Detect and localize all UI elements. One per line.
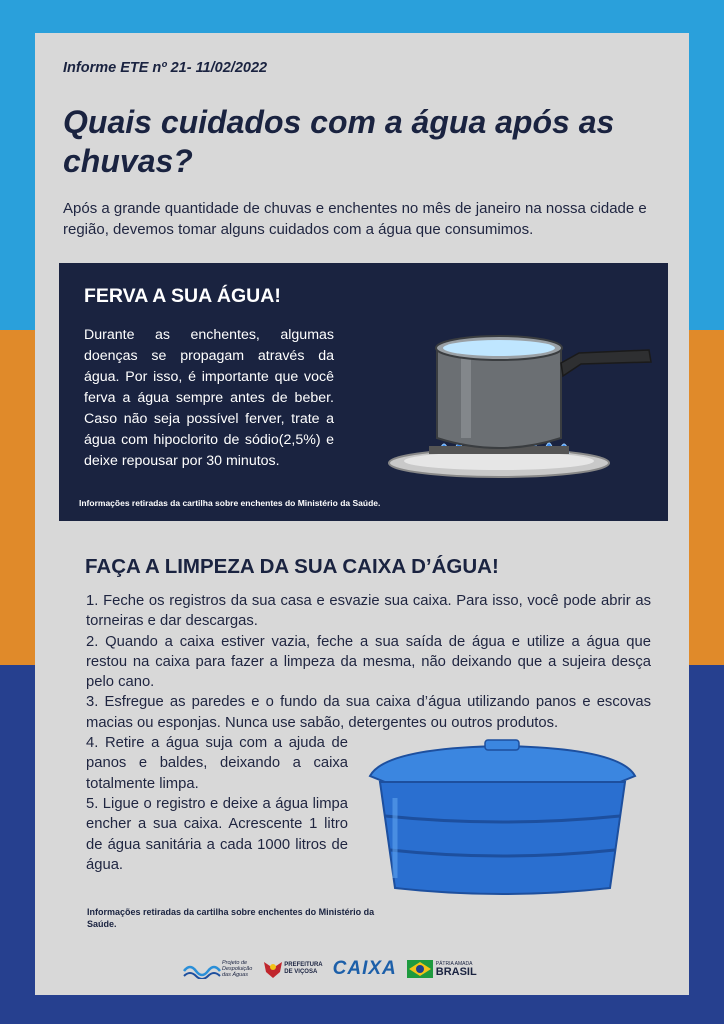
project-logo-line: Projeto de <box>222 960 248 966</box>
boil-water-panel <box>59 263 668 521</box>
cleaning-step: 4. Retire a água suja com a ajuda de panos e baldes, deixando a caixa totalmente limpa. <box>86 735 348 792</box>
caixa-logo <box>333 958 397 980</box>
prefeitura-logo-line: DE VIÇOSA <box>284 969 318 975</box>
project-logo-line: das Águas <box>222 972 248 978</box>
intro-paragraph: Após a grande quantidade de chuvas e enchentes no mês de janeiro na nossa cidade e região, devemos tomar alguns cuidados com a água que consumimos. <box>63 200 647 238</box>
cleaning-step: 2. Quando a caixa estiver vazia, feche a sua saída de água e utilize a água que restou na caixa para fazer a limpeza da mesma, não deixando que a sujeira desça pelo cano. <box>86 633 651 691</box>
brasil-logo <box>407 960 477 978</box>
brasil-logo-text: BRASIL <box>435 965 477 978</box>
water-tank-illustration <box>365 738 640 898</box>
report-subtitle: Informe ETE nº 21- 11/02/2022 <box>63 60 268 76</box>
city-crest-icon <box>262 958 284 980</box>
wave-icon <box>182 959 222 979</box>
project-logo-line: Despoluição <box>222 966 253 972</box>
boil-title: FERVA A SUA ÁGUA! <box>84 285 281 307</box>
cleaning-source-note: Informações retiradas da cartilha sobre enchentes do Ministério da Saúde. <box>87 907 375 929</box>
page-title: Quais cuidados com a água após as chuvas? <box>63 104 615 179</box>
boil-source-note: Informações retiradas da cartilha sobre enchentes do Ministério da Saúde. <box>79 498 381 508</box>
boil-text: Durante as enchentes, algumas doenças se propagam através da água. Por isso, é importante que você ferva a água sempre antes de beber. Caso não seja possível ferver, trate a água com hipoclorito de sódio(2,5%) e deixe repousar por 30 minutos. <box>84 327 334 469</box>
prefeitura-logo-line: PREFEITURA <box>284 962 323 968</box>
pot-on-stove-illustration <box>369 318 659 478</box>
caixa-logo-text: CAIXA <box>332 958 397 979</box>
brasil-logo-top: PÁTRIA AMADA <box>435 960 473 967</box>
project-logo <box>182 959 252 979</box>
flyer-card <box>35 33 689 995</box>
prefeitura-logo <box>262 958 322 980</box>
partner-logos <box>182 951 542 987</box>
cleaning-step: 5. Ligue o registro e deixe a água limpa encher a sua caixa. Acrescente 1 litro de água sanitária a cada 1000 litros de água. <box>86 795 348 873</box>
brazil-flag-icon <box>407 960 433 978</box>
cleaning-step: 1. Feche os registros da sua casa e esvazie sua caixa. Para isso, você pode abrir as torneiras e dar descargas. <box>86 593 651 630</box>
cleaning-step: 3. Esfregue as paredes e o fundo da sua caixa d’água utilizando panos e escovas macias ou esponjas. Nunca use sabão, detergentes ou outros produtos. <box>86 694 651 731</box>
cleaning-title: FAÇA A LIMPEZA DA SUA CAIXA D’ÁGUA! <box>85 555 499 578</box>
